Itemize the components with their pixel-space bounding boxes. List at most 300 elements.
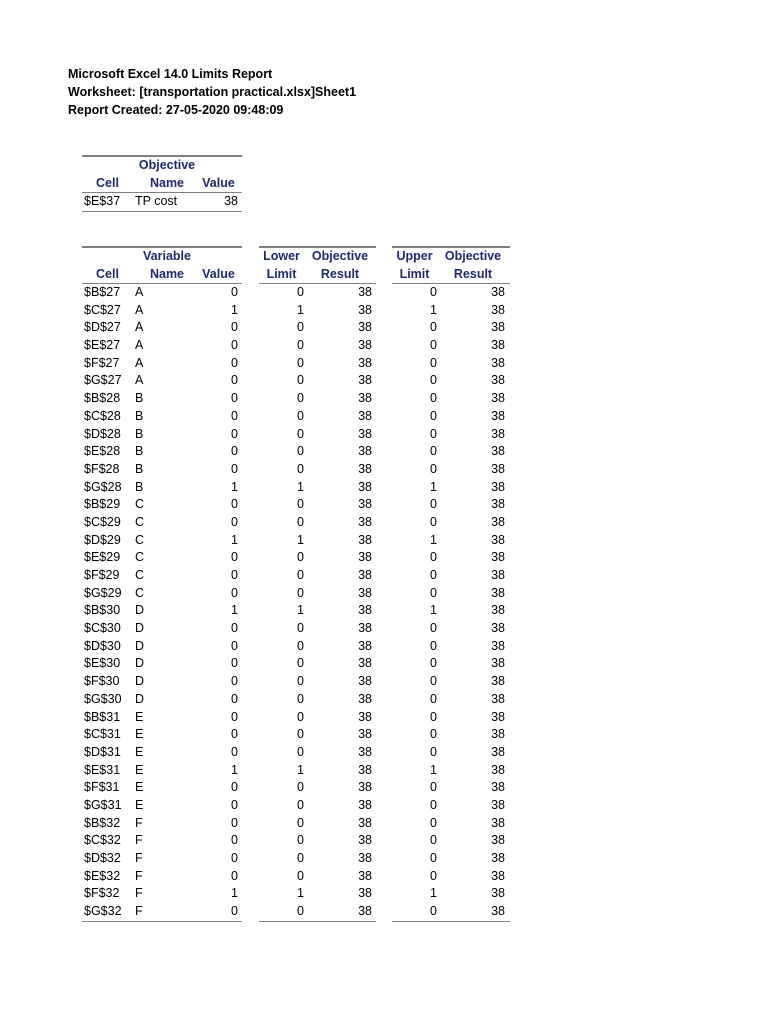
variable-row (82, 479, 242, 497)
objective-value-header: Value (202, 175, 235, 190)
upper-limit-header: Limit (399, 266, 430, 281)
upper-limit-value: 0 (430, 691, 437, 706)
upper-limit-row (392, 355, 510, 373)
upper-limit-row (392, 691, 510, 709)
lower-limit-row (259, 638, 376, 656)
upper-objective-result: 38 (491, 585, 505, 600)
lower-limit-row (259, 885, 376, 903)
variable-value: 1 (231, 532, 238, 547)
variable-row (82, 620, 242, 638)
lower-result-header: Result (320, 266, 360, 281)
lower-objective-result: 38 (358, 727, 372, 742)
lower-limit-row (259, 496, 376, 514)
variable-cell: $D$29 (84, 532, 121, 547)
upper-objective-result: 38 (491, 532, 505, 547)
variable-value: 0 (231, 674, 238, 689)
variable-row (82, 514, 242, 532)
upper-limit-value: 0 (430, 426, 437, 441)
upper-limit-row (392, 797, 510, 815)
variable-name: F (135, 868, 143, 883)
variable-value: 0 (231, 797, 238, 812)
variable-row (82, 284, 242, 302)
variable-row (82, 885, 242, 903)
variable-row (82, 832, 242, 850)
upper-limit-row (392, 673, 510, 691)
variable-value: 0 (231, 355, 238, 370)
lower-limit-table-body (259, 284, 376, 922)
variable-value: 0 (231, 408, 238, 423)
variable-name: C (135, 514, 145, 529)
upper-limit-value: 0 (430, 497, 437, 512)
upper-limit-row (392, 461, 510, 479)
upper-limit-value: 0 (430, 568, 437, 582)
upper-limit-value: 0 (430, 461, 437, 476)
upper-limit-value: 1 (430, 762, 437, 777)
variable-name: D (135, 674, 145, 689)
variable-cell: $G$31 (84, 797, 122, 812)
lower-objective-result: 38 (358, 408, 372, 423)
variable-row (82, 744, 242, 762)
lower-objective-result: 38 (358, 391, 372, 406)
variable-name: F (135, 886, 143, 901)
variable-name: C (135, 497, 145, 512)
lower-limit-row (259, 602, 376, 620)
upper-objective-result: 38 (491, 550, 505, 565)
objective-table-header (82, 155, 242, 193)
lower-objective-result: 38 (358, 497, 372, 512)
upper-limit-value: 0 (430, 585, 437, 600)
variable-row (82, 903, 242, 922)
lower-limit-row (259, 567, 376, 585)
lower-limit-row (259, 408, 376, 426)
upper-limit-value: 1 (430, 479, 437, 494)
lower-limit-value: 0 (297, 320, 304, 335)
lower-limit-row (259, 744, 376, 762)
variable-cell: $E$32 (84, 868, 121, 883)
lower-limit-row (259, 514, 376, 532)
lower-limit-row (259, 655, 376, 673)
upper-limit-row (392, 567, 510, 585)
variable-name: D (135, 691, 145, 706)
lower-limit-value: 0 (297, 514, 304, 529)
lower-objective-result: 38 (358, 815, 372, 830)
upper-limit-row (392, 638, 510, 656)
worksheet-line: Worksheet: [transportation practical.xlsx]Sheet1 (68, 85, 357, 99)
lower-limit-row (259, 372, 376, 390)
lower-limit-value: 0 (297, 744, 304, 759)
lower-limit-row (259, 691, 376, 709)
lower-limit-header: Limit (266, 266, 297, 281)
variable-cell: $F$28 (84, 461, 120, 476)
variable-value: 1 (231, 603, 238, 618)
variable-value: 0 (231, 691, 238, 706)
lower-objective-result: 38 (358, 426, 372, 441)
upper-objective-result: 38 (491, 355, 505, 370)
upper-limit-row (392, 585, 510, 603)
lower-limit-value: 1 (297, 886, 304, 901)
upper-limit-row (392, 302, 510, 320)
lower-limit-value: 0 (297, 461, 304, 476)
lower-limit-value: 0 (297, 621, 304, 636)
variable-cell: $E$28 (84, 444, 121, 459)
upper-limit-value: 0 (430, 744, 437, 759)
upper-objective-result: 38 (491, 338, 505, 353)
lower-limit-row (259, 726, 376, 744)
upper-objective-result: 38 (491, 514, 505, 529)
lower-limit-table (259, 246, 376, 922)
lower-objective-result: 38 (358, 904, 372, 919)
variable-name-header: Name (149, 266, 185, 281)
variable-cell: $B$27 (84, 285, 121, 299)
variable-cell: $D$27 (84, 320, 121, 335)
variable-row (82, 779, 242, 797)
upper-objective-result: 38 (491, 656, 505, 671)
lower-objective-result: 38 (358, 585, 372, 600)
lower-limit-value: 1 (297, 603, 304, 618)
objective-value: 38 (224, 194, 238, 208)
upper-limit-table-header (392, 246, 510, 284)
lower-objective-result: 38 (358, 638, 372, 653)
lower-limit-row (259, 797, 376, 815)
lower-limit-value: 0 (297, 674, 304, 689)
upper-objective-result: 38 (491, 797, 505, 812)
upper-objective-result: 38 (491, 621, 505, 636)
lower-limit-value: 0 (297, 797, 304, 812)
variable-name: D (135, 621, 145, 636)
variable-name: A (135, 302, 144, 317)
upper-limit-row (392, 832, 510, 850)
variable-value: 0 (231, 568, 238, 582)
upper-limit-row (392, 762, 510, 780)
lower-limit-value: 0 (297, 285, 304, 299)
variable-row (82, 585, 242, 603)
upper-objective-result: 38 (491, 851, 505, 865)
lower-limit-row (259, 868, 376, 886)
variable-cell: $C$28 (84, 408, 121, 423)
lower-limit-row (259, 850, 376, 868)
lower-objective-result: 38 (358, 320, 372, 335)
variable-cell: $C$31 (84, 727, 121, 742)
lower-limit-value: 0 (297, 904, 304, 919)
lower-limit-row (259, 319, 376, 337)
variable-cell: $B$29 (84, 497, 121, 512)
lower-limit-value: 0 (297, 727, 304, 742)
variable-value: 0 (231, 868, 238, 883)
variable-name: D (135, 603, 145, 618)
upper-limit-row (392, 390, 510, 408)
report-created-line: Report Created: 27-05-2020 09:48:09 (68, 103, 284, 117)
lower-objective-result: 38 (358, 302, 372, 317)
lower-limit-row (259, 620, 376, 638)
variable-table (82, 246, 242, 922)
lower-limit-value: 1 (297, 532, 304, 547)
upper-objective-result: 38 (491, 780, 505, 795)
variable-cell: $B$31 (84, 709, 121, 724)
objective-cell: $E$37 (84, 194, 121, 208)
upper-limit-value: 0 (430, 408, 437, 423)
variable-row (82, 337, 242, 355)
variable-name: C (135, 568, 145, 582)
upper-objective-result: 38 (491, 674, 505, 689)
lower-limit-value: 0 (297, 815, 304, 830)
lower-limit-table-header (259, 246, 376, 284)
objective-name: TP cost (135, 194, 178, 208)
upper-limit-value: 0 (430, 355, 437, 370)
lower-objective-result: 38 (358, 886, 372, 901)
variable-value: 0 (231, 744, 238, 759)
upper-objective-result: 38 (491, 833, 505, 848)
lower-objective-result: 38 (358, 444, 372, 459)
variable-cell: $F$27 (84, 355, 120, 370)
lower-limit-row (259, 585, 376, 603)
variable-value: 0 (231, 550, 238, 565)
variable-value: 1 (231, 479, 238, 494)
upper-limit-row (392, 815, 510, 833)
objective-row (82, 193, 242, 212)
upper-limit-table (392, 246, 510, 922)
lower-limit-value: 0 (297, 550, 304, 565)
variable-row (82, 850, 242, 868)
lower-limit-header-top: Lower (263, 249, 300, 263)
lower-limit-value: 0 (297, 408, 304, 423)
upper-limit-value: 0 (430, 904, 437, 919)
upper-objective-result: 38 (491, 638, 505, 653)
lower-limit-row (259, 673, 376, 691)
lower-objective-result: 38 (358, 621, 372, 636)
variable-cell-header: Cell (96, 266, 119, 281)
variable-cell: $B$30 (84, 603, 121, 618)
variable-cell: $C$27 (84, 302, 121, 317)
upper-limit-value: 0 (430, 780, 437, 795)
upper-objective-result: 38 (491, 727, 505, 742)
lower-limit-value: 1 (297, 479, 304, 494)
lower-limit-row (259, 443, 376, 461)
upper-limit-value: 1 (430, 603, 437, 618)
lower-limit-value: 0 (297, 691, 304, 706)
upper-limit-value: 0 (430, 338, 437, 353)
upper-objective-result: 38 (491, 904, 505, 919)
lower-objective-result: 38 (358, 868, 372, 883)
lower-limit-value: 1 (297, 302, 304, 317)
variable-cell: $F$30 (84, 674, 120, 689)
objective-name-header-top: Objective (138, 158, 196, 172)
lower-limit-row (259, 762, 376, 780)
variable-table-header (82, 246, 242, 284)
variable-row (82, 797, 242, 815)
upper-limit-value: 0 (430, 320, 437, 335)
lower-objective-result: 38 (358, 550, 372, 565)
lower-objective-result: 38 (358, 373, 372, 388)
upper-limit-value: 0 (430, 638, 437, 653)
variable-row (82, 815, 242, 833)
lower-limit-row (259, 426, 376, 444)
variable-row (82, 426, 242, 444)
upper-limit-row (392, 885, 510, 903)
variable-row (82, 461, 242, 479)
upper-limit-row (392, 655, 510, 673)
variable-row (82, 638, 242, 656)
variable-row (82, 868, 242, 886)
variable-cell: $D$30 (84, 638, 121, 653)
upper-limit-value: 0 (430, 868, 437, 883)
lower-objective-result: 38 (358, 762, 372, 777)
variable-cell: $G$32 (84, 904, 122, 919)
variable-name: E (135, 709, 144, 724)
variable-row (82, 673, 242, 691)
variable-name: B (135, 444, 144, 459)
upper-limit-row (392, 850, 510, 868)
upper-limit-value: 0 (430, 550, 437, 565)
lower-objective-result: 38 (358, 338, 372, 353)
objective-cell-header: Cell (96, 175, 119, 190)
variable-value: 1 (231, 762, 238, 777)
variable-value-header: Value (202, 266, 235, 281)
report-title: Microsoft Excel 14.0 Limits Report (68, 67, 273, 81)
variable-name: C (135, 532, 145, 547)
objective-name-header: Name (149, 175, 185, 190)
variable-name: A (135, 355, 144, 370)
lower-objective-result: 38 (358, 461, 372, 476)
lower-limit-row (259, 479, 376, 497)
variable-name: B (135, 426, 144, 441)
upper-limit-row (392, 726, 510, 744)
variable-name: B (135, 479, 144, 494)
variable-value: 0 (231, 851, 238, 865)
upper-objective-result: 38 (491, 426, 505, 441)
lower-objective-result: 38 (358, 744, 372, 759)
upper-limit-value: 0 (430, 797, 437, 812)
lower-limit-value: 0 (297, 497, 304, 512)
lower-limit-row (259, 549, 376, 567)
lower-limit-value: 0 (297, 426, 304, 441)
upper-limit-row (392, 284, 510, 302)
variable-row (82, 549, 242, 567)
lower-limit-row (259, 461, 376, 479)
upper-objective-result: 38 (491, 302, 505, 317)
variable-row (82, 302, 242, 320)
upper-limit-value: 0 (430, 285, 437, 299)
upper-result-header-top: Objective (444, 249, 502, 263)
variable-name: E (135, 797, 144, 812)
lower-limit-row (259, 779, 376, 797)
variable-cell: $B$28 (84, 391, 121, 406)
upper-limit-row (392, 620, 510, 638)
variable-name: E (135, 727, 144, 742)
lower-objective-result: 38 (358, 285, 372, 299)
variable-row (82, 602, 242, 620)
lower-limit-row (259, 815, 376, 833)
variable-name: E (135, 744, 144, 759)
variable-name: B (135, 461, 144, 476)
upper-limit-row (392, 372, 510, 390)
variable-cell: $F$31 (84, 780, 120, 795)
upper-limit-row (392, 514, 510, 532)
variable-cell: $G$30 (84, 691, 122, 706)
report-header (68, 65, 356, 119)
variable-value: 0 (231, 338, 238, 353)
lower-limit-value: 0 (297, 780, 304, 795)
variable-name: E (135, 780, 144, 795)
variable-name: E (135, 762, 144, 777)
upper-limit-value: 0 (430, 514, 437, 529)
variable-cell: $G$27 (84, 373, 122, 388)
upper-objective-result: 38 (491, 868, 505, 883)
lower-objective-result: 38 (358, 568, 372, 582)
upper-limit-value: 0 (430, 373, 437, 388)
variable-name: D (135, 656, 145, 671)
upper-limit-row (392, 443, 510, 461)
variable-value: 0 (231, 904, 238, 919)
upper-objective-result: 38 (491, 709, 505, 724)
variable-value: 0 (231, 709, 238, 724)
variable-value: 0 (231, 373, 238, 388)
upper-limit-row (392, 549, 510, 567)
lower-limit-value: 0 (297, 373, 304, 388)
variable-row (82, 390, 242, 408)
lower-objective-result: 38 (358, 851, 372, 865)
upper-limit-row (392, 903, 510, 922)
upper-objective-result: 38 (491, 497, 505, 512)
lower-limit-value: 0 (297, 656, 304, 671)
upper-limit-row (392, 744, 510, 762)
variable-name: F (135, 904, 143, 919)
upper-limit-row (392, 532, 510, 550)
variable-row (82, 567, 242, 585)
upper-limit-value: 0 (430, 444, 437, 459)
lower-objective-result: 38 (358, 479, 372, 494)
lower-limit-value: 0 (297, 585, 304, 600)
variable-cell: $G$28 (84, 479, 122, 494)
upper-limit-row (392, 709, 510, 727)
upper-objective-result: 38 (491, 444, 505, 459)
variable-name: D (135, 638, 145, 653)
variable-name: B (135, 408, 144, 423)
variable-table-body (82, 284, 242, 922)
variable-value: 0 (231, 285, 238, 299)
upper-objective-result: 38 (491, 886, 505, 901)
variable-cell: $C$32 (84, 833, 121, 848)
variable-cell: $B$32 (84, 815, 121, 830)
upper-objective-result: 38 (491, 373, 505, 388)
lower-objective-result: 38 (358, 691, 372, 706)
lower-limit-value: 0 (297, 391, 304, 406)
variable-name-header-top: Variable (143, 249, 191, 263)
upper-limit-value: 0 (430, 709, 437, 724)
variable-name: B (135, 391, 144, 406)
upper-objective-result: 38 (491, 391, 505, 406)
lower-limit-row (259, 284, 376, 302)
objective-table (82, 155, 242, 212)
upper-limit-row (392, 426, 510, 444)
variable-name: A (135, 373, 144, 388)
variable-name: F (135, 815, 143, 830)
variable-cell: $F$29 (84, 568, 120, 582)
variable-row (82, 496, 242, 514)
variable-name: A (135, 285, 144, 299)
lower-objective-result: 38 (358, 797, 372, 812)
variable-row (82, 532, 242, 550)
upper-limit-row (392, 408, 510, 426)
variable-cell: $D$28 (84, 426, 121, 441)
variable-row (82, 655, 242, 673)
lower-objective-result: 38 (358, 514, 372, 529)
variable-cell: $E$27 (84, 338, 121, 353)
lower-objective-result: 38 (358, 532, 372, 547)
upper-limit-value: 0 (430, 815, 437, 830)
lower-limit-value: 0 (297, 338, 304, 353)
upper-limit-value: 0 (430, 674, 437, 689)
upper-objective-result: 38 (491, 744, 505, 759)
